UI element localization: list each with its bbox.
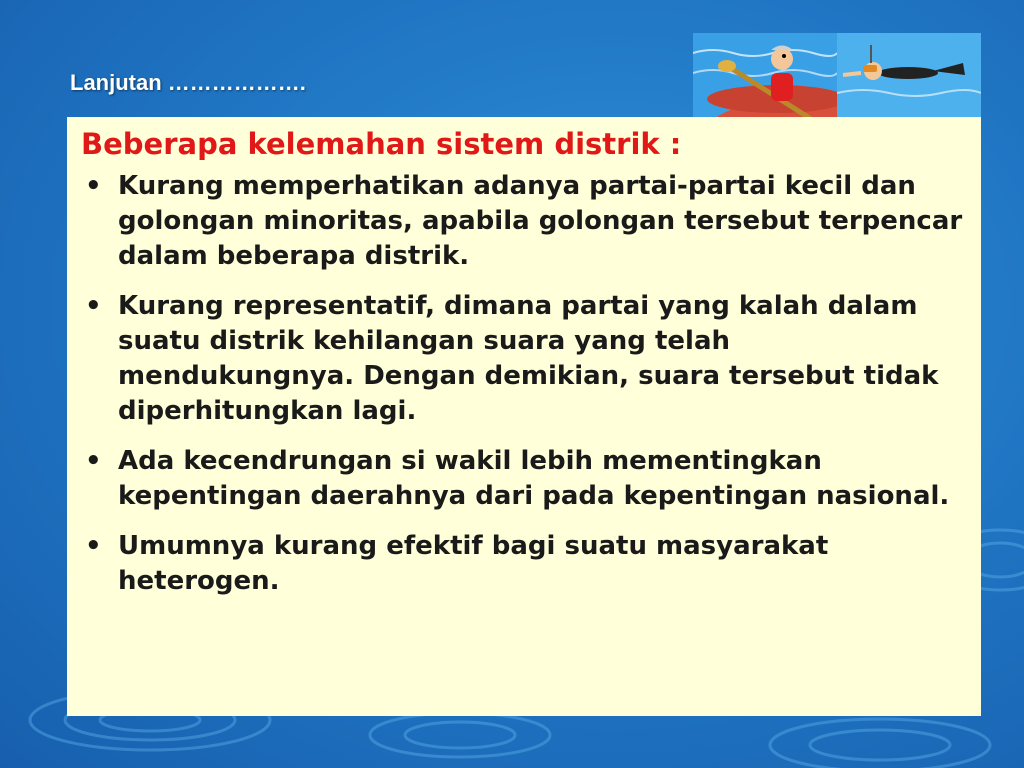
content-box: [67, 117, 981, 716]
list-item: [81, 529, 967, 599]
kayaker-and-snorkeler-clipart: [693, 33, 981, 119]
slide-subtitle: Lanjutan ……………….: [70, 70, 306, 95]
list-item: [81, 444, 967, 514]
list-item: [81, 169, 967, 274]
list-item: [81, 289, 967, 429]
bullet-text: Ada kecendrungan si wakil lebih mementingkan kepentingan daerahnya dari pada kepentingan nasional.: [118, 446, 950, 511]
bullet-icon: •: [85, 291, 102, 321]
bullet-text: Kurang representatif, dimana partai yang kalah dalam suatu distrik kehilangan suara yang telah mendukungnya. Dengan demikian, suara tersebut tidak diperhitungkan lagi.: [118, 291, 939, 426]
bullet-icon: •: [85, 531, 102, 561]
bullet-list: [81, 169, 967, 599]
bullet-icon: •: [85, 446, 102, 476]
slide-heading: Beberapa kelemahan sistem distrik :: [81, 127, 682, 161]
bullet-text: Kurang memperhatikan adanya partai-partai kecil dan golongan minoritas, apabila golongan tersebut terpencar dalam beberapa distrik.: [118, 171, 963, 271]
bullet-icon: •: [85, 171, 102, 201]
bullet-text: Umumnya kurang efektif bagi suatu masyarakat heterogen.: [118, 531, 829, 596]
